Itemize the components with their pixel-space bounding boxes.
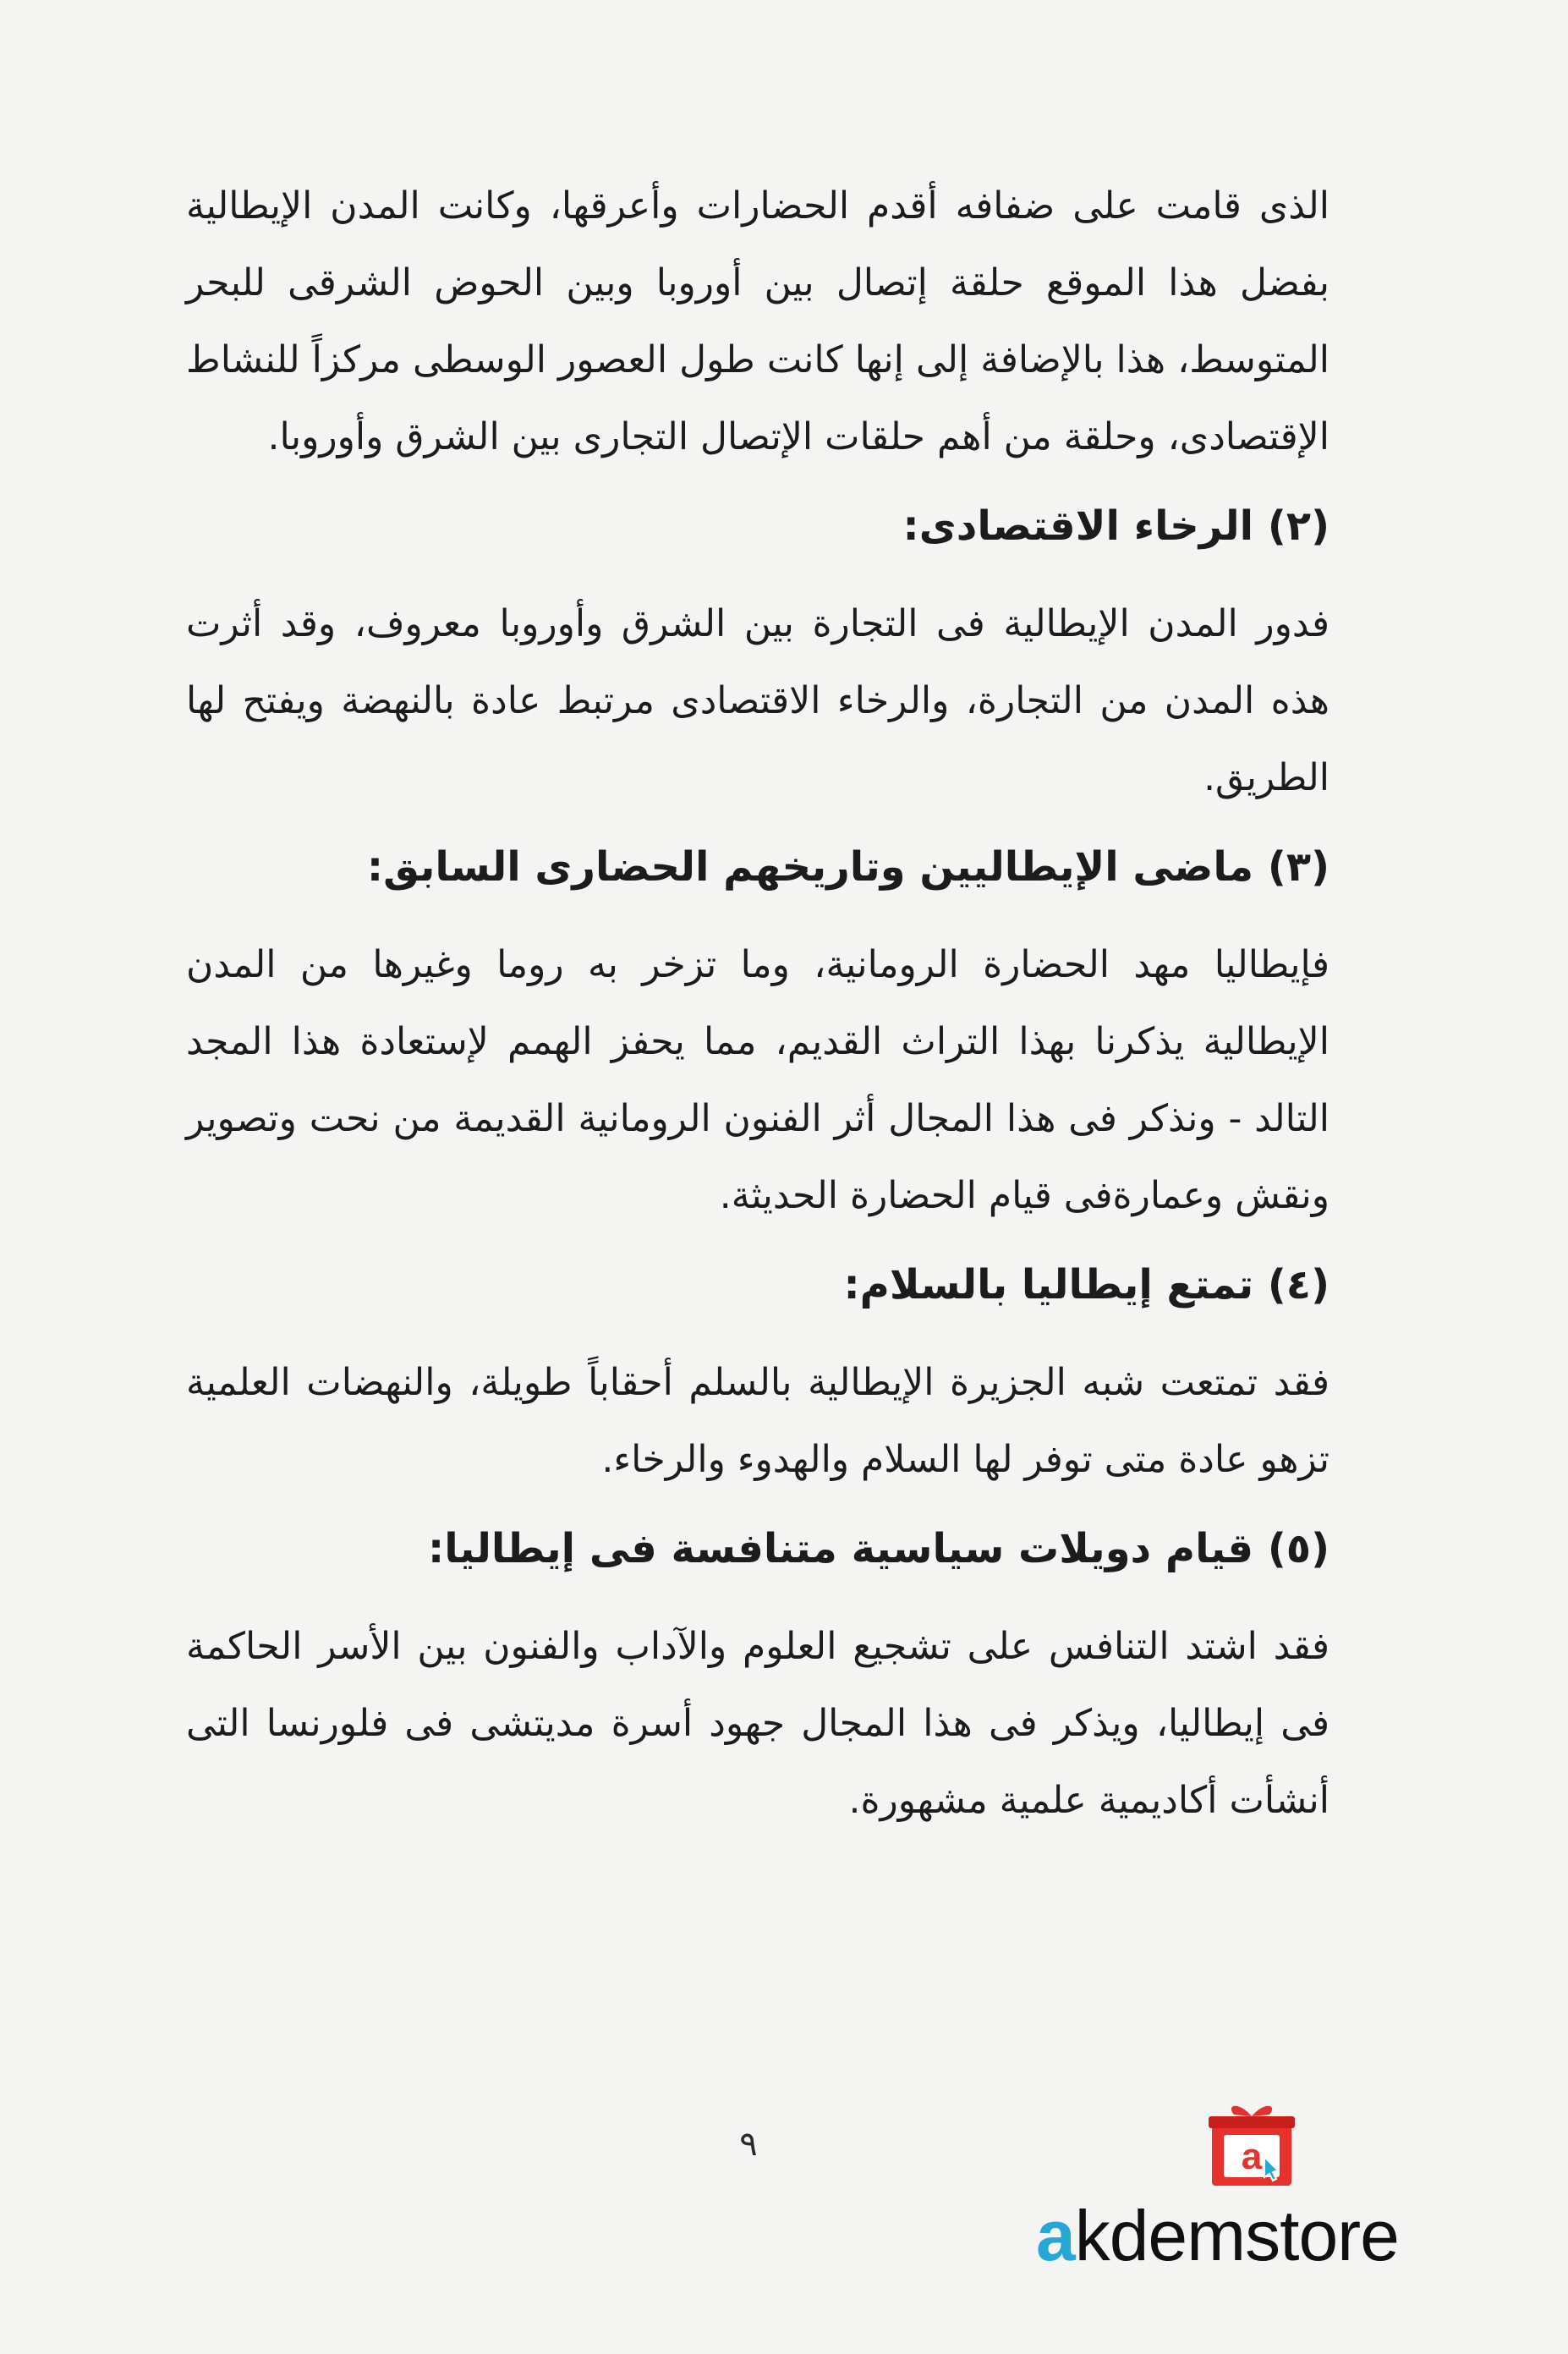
logo-wordmark-a: a bbox=[1036, 2196, 1075, 2275]
section-heading: (٣) ماضى الإيطاليين وتاريخهم الحضارى السابق: bbox=[366, 843, 1330, 891]
page-body bbox=[186, 161, 1330, 1839]
section-heading: (٢) الرخاء الاقتصادى: bbox=[902, 502, 1330, 550]
section-peace bbox=[186, 1259, 1330, 1498]
gift-book-icon bbox=[1205, 2098, 1298, 2191]
section-paragraph: فدور المدن الإيطالية فى التجارة بين الشرق وأوروبا معروف، وقد أثرت هذه المدن من التجارة، والرخاء الاقتصادى مرتبط عادة بالنهضة ويفتح لها الطريق. bbox=[186, 602, 1330, 799]
section-economic-prosperity bbox=[186, 501, 1330, 816]
section-paragraph: فقد اشتد التنافس على تشجيع العلوم والآداب والفنون بين الأسر الحاكمة فى إيطاليا، ويذكر فى هذا المجال جهود أسرة مديتشى فى فلورنسا التى أنشأت أكاديمية علمية مشهورة. bbox=[186, 1625, 1330, 1822]
section-paragraph: فقد تمتعت شبه الجزيرة الإيطالية بالسلم أحقاباً طويلة، والنهضات العلمية تزهو عادة متى توفر لها السلام والهدوء والرخاء. bbox=[186, 1361, 1330, 1481]
akdemstore-watermark-logo bbox=[1036, 2098, 1459, 2275]
logo-icon-letter: a bbox=[1241, 2136, 1263, 2177]
section-heading: (٤) تمتع إيطاليا بالسلام: bbox=[843, 1261, 1330, 1309]
page-number: ٩ bbox=[739, 2125, 758, 2164]
logo-wordmark-rest: kdemstore bbox=[1074, 2196, 1399, 2275]
section-italian-past bbox=[186, 842, 1330, 1234]
section-competing-states bbox=[186, 1523, 1330, 1839]
logo-wordmark bbox=[1036, 2198, 1459, 2274]
section-heading: (٥) قيام دويلات سياسية متنافسة فى إيطاليا: bbox=[428, 1525, 1330, 1572]
intro-paragraph: الذى قامت على ضفافه أقدم الحضارات وأعرقها، وكانت المدن الإيطالية بفضل هذا الموقع حلقة إتصال بين أوروبا وبين الحوض الشرقى للبحر المتوسط، هذا بالإضافة إلى إنها كانت طول العصور الوسطى مركزاً للنشاط الإقتصادى، وحلقة من أهم حلقات الإتصال التجارى بين الشرق وأوروبا. bbox=[186, 184, 1330, 458]
section-paragraph: فإيطاليا مهد الحضارة الرومانية، وما تزخر به روما وغيرها من المدن الإيطالية يذكرنا بهذا التراث القديم، مما يحفز الهمم لإستعادة هذا المجد التالد - ونذكر فى هذا المجال أثر الفنون الرومانية القديمة من نحت وتصوير ونقش وعمارةفى قيام الحضارة الحديثة. bbox=[186, 943, 1330, 1217]
